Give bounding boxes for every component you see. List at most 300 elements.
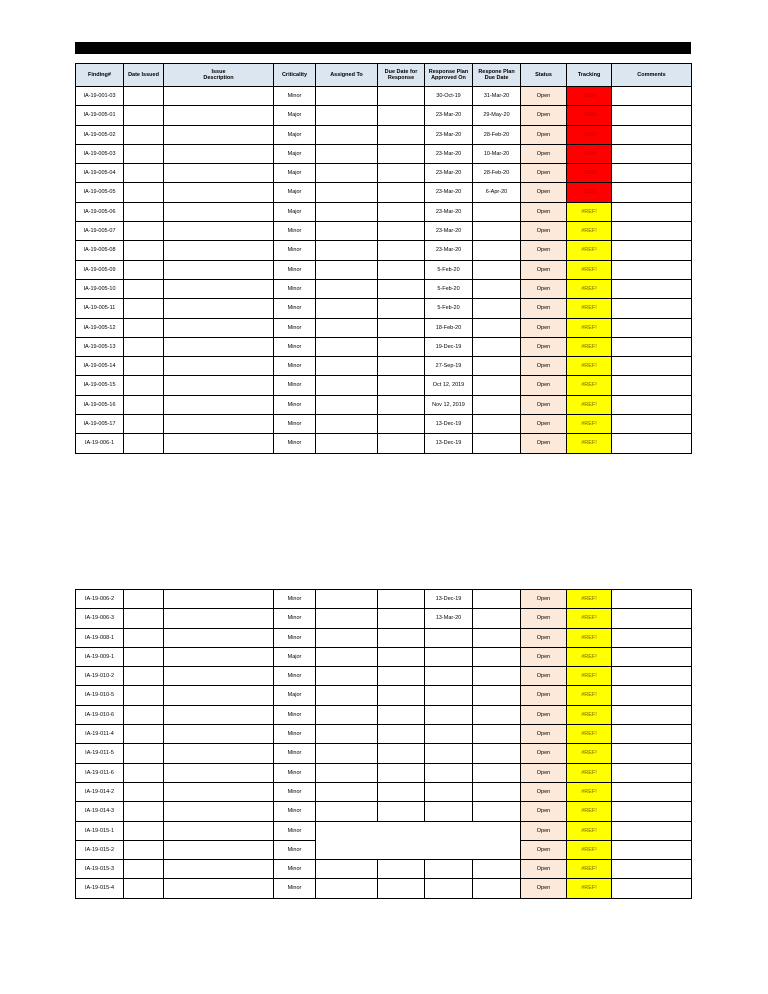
description-cell: [164, 164, 274, 183]
finding-cell: IA-19-014-2: [76, 782, 124, 801]
date-issued-cell: [124, 609, 164, 628]
comments-cell: [612, 840, 692, 859]
assigned-cell: [316, 860, 378, 879]
table-row: [76, 802, 692, 821]
due-response-cell: [378, 376, 425, 395]
status-cell: Open: [521, 705, 567, 724]
plan-due-cell: [473, 299, 521, 318]
tracking-cell: -1000: [567, 183, 612, 202]
plan-due-cell: 28-Feb-20: [473, 164, 521, 183]
due-response-cell: [378, 357, 425, 376]
comments-cell: [612, 860, 692, 879]
table-row: [76, 241, 692, 260]
comments-cell: [612, 299, 692, 318]
description-cell: [164, 106, 274, 125]
assigned-cell: [316, 609, 378, 628]
comments-cell: [612, 415, 692, 434]
column-header: Assigned To: [316, 64, 378, 87]
table-row: [76, 144, 692, 163]
status-cell: Open: [521, 744, 567, 763]
date-issued-cell: [124, 647, 164, 666]
criticality-cell: Major: [274, 686, 316, 705]
tracking-cell: -1000: [567, 125, 612, 144]
assigned-cell: [316, 763, 378, 782]
plan-due-cell: [473, 376, 521, 395]
date-issued-cell: [124, 144, 164, 163]
description-cell: [164, 357, 274, 376]
approved-cell: 5-Feb-20: [425, 279, 473, 298]
tracking-cell: #REF!: [567, 667, 612, 686]
assigned-cell: [316, 395, 378, 414]
description-cell: [164, 87, 274, 106]
criticality-cell: Minor: [274, 744, 316, 763]
finding-cell: IA-19-005-03: [76, 144, 124, 163]
date-issued-cell: [124, 705, 164, 724]
comments-cell: [612, 725, 692, 744]
column-header: Due Date for Response: [378, 64, 425, 87]
comments-cell: [612, 202, 692, 221]
assigned-cell: [316, 628, 378, 647]
assigned-cell: [316, 183, 378, 202]
plan-due-cell: [473, 782, 521, 801]
plan-due-cell: [473, 590, 521, 609]
tracking-cell: #REF!: [567, 376, 612, 395]
due-response-cell: [378, 241, 425, 260]
finding-cell: IA-19-010-2: [76, 667, 124, 686]
plan-due-cell: [473, 609, 521, 628]
approved-cell: 13-Dec-19: [425, 434, 473, 453]
description-cell: [164, 802, 274, 821]
criticality-cell: Minor: [274, 279, 316, 298]
tracking-cell: #REF!: [567, 705, 612, 724]
table-row: [76, 628, 692, 647]
finding-cell: IA-19-005-01: [76, 106, 124, 125]
column-header: Comments: [612, 64, 692, 87]
comments-cell: [612, 279, 692, 298]
approved-cell: 5-Feb-20: [425, 260, 473, 279]
assigned-cell: [316, 357, 378, 376]
description-cell: [164, 725, 274, 744]
comments-cell: [612, 609, 692, 628]
status-cell: Open: [521, 590, 567, 609]
description-cell: [164, 763, 274, 782]
description-cell: [164, 337, 274, 356]
date-issued-cell: [124, 260, 164, 279]
finding-cell: IA-19-009-1: [76, 647, 124, 666]
table-row: [76, 879, 692, 898]
description-cell: [164, 125, 274, 144]
due-response-cell: [378, 279, 425, 298]
approved-cell: [425, 647, 473, 666]
plan-due-cell: 31-Mar-20: [473, 87, 521, 106]
approved-cell: [425, 802, 473, 821]
column-header: Status: [521, 64, 567, 87]
status-cell: Open: [521, 279, 567, 298]
assigned-cell: [316, 106, 378, 125]
tracking-cell: #REF!: [567, 337, 612, 356]
plan-due-cell: [473, 415, 521, 434]
status-cell: Open: [521, 241, 567, 260]
due-response-cell: [378, 337, 425, 356]
comments-cell: [612, 879, 692, 898]
approved-cell: 23-Mar-20: [425, 164, 473, 183]
plan-due-cell: [473, 763, 521, 782]
finding-cell: IA-19-015-3: [76, 860, 124, 879]
assigned-cell: [316, 260, 378, 279]
plan-due-cell: 29-May-20: [473, 106, 521, 125]
assigned-cell: [316, 705, 378, 724]
comments-cell: [612, 222, 692, 241]
assigned-cell: [316, 87, 378, 106]
status-cell: Open: [521, 202, 567, 221]
finding-cell: IA-19-005-14: [76, 357, 124, 376]
assigned-cell: [316, 879, 378, 898]
table-row: [76, 609, 692, 628]
criticality-cell: Minor: [274, 434, 316, 453]
finding-cell: IA-19-008-1: [76, 628, 124, 647]
table-row: [76, 106, 692, 125]
approved-cell: 27-Sep-19: [425, 357, 473, 376]
description-cell: [164, 241, 274, 260]
date-issued-cell: [124, 106, 164, 125]
date-issued-cell: [124, 376, 164, 395]
table-row: [76, 164, 692, 183]
comments-cell: [612, 260, 692, 279]
plan-due-cell: [473, 434, 521, 453]
tracking-cell: #REF!: [567, 840, 612, 859]
description-cell: [164, 879, 274, 898]
description-cell: [164, 376, 274, 395]
finding-cell: IA-19-010-5: [76, 686, 124, 705]
date-issued-cell: [124, 744, 164, 763]
assigned-cell: [316, 415, 378, 434]
approved-cell: 30-Oct-19: [425, 87, 473, 106]
table-row: [76, 260, 692, 279]
description-cell: [164, 202, 274, 221]
criticality-cell: Minor: [274, 667, 316, 686]
finding-cell: IA-19-015-4: [76, 879, 124, 898]
column-header: Tracking: [567, 64, 612, 87]
table-row: [76, 763, 692, 782]
status-cell: Open: [521, 879, 567, 898]
finding-cell: IA-19-005-08: [76, 241, 124, 260]
column-header: Finding#: [76, 64, 124, 87]
criticality-cell: Major: [274, 183, 316, 202]
criticality-cell: Minor: [274, 821, 316, 840]
approved-cell: [425, 725, 473, 744]
table-row: [76, 705, 692, 724]
date-issued-cell: [124, 590, 164, 609]
plan-due-cell: [473, 202, 521, 221]
criticality-cell: Minor: [274, 802, 316, 821]
description-cell: [164, 279, 274, 298]
comments-cell: [612, 782, 692, 801]
due-response-cell: [378, 744, 425, 763]
plan-due-cell: 10-Mar-20: [473, 144, 521, 163]
criticality-cell: Major: [274, 125, 316, 144]
description-cell: [164, 183, 274, 202]
criticality-cell: Minor: [274, 357, 316, 376]
criticality-cell: Minor: [274, 590, 316, 609]
approved-cell: 13-Dec-19: [425, 415, 473, 434]
approved-cell: 23-Mar-20: [425, 144, 473, 163]
criticality-cell: Major: [274, 647, 316, 666]
due-response-cell: [378, 125, 425, 144]
status-cell: Open: [521, 725, 567, 744]
assigned-cell: [316, 376, 378, 395]
criticality-cell: Minor: [274, 705, 316, 724]
status-cell: Open: [521, 299, 567, 318]
table-row: [76, 183, 692, 202]
due-response-cell: [378, 628, 425, 647]
status-cell: Open: [521, 647, 567, 666]
criticality-cell: Minor: [274, 725, 316, 744]
due-response-cell: [378, 164, 425, 183]
due-response-cell: [378, 87, 425, 106]
due-response-cell: [378, 667, 425, 686]
due-response-cell: [378, 879, 425, 898]
description-cell: [164, 705, 274, 724]
date-issued-cell: [124, 821, 164, 840]
approved-cell: 13-Mar-20: [425, 609, 473, 628]
comments-cell: [612, 590, 692, 609]
assigned-cell: [316, 144, 378, 163]
description-cell: [164, 860, 274, 879]
criticality-cell: Minor: [274, 222, 316, 241]
status-cell: Open: [521, 782, 567, 801]
finding-cell: IA-19-011-4: [76, 725, 124, 744]
status-cell: Open: [521, 821, 567, 840]
plan-due-cell: [473, 241, 521, 260]
criticality-cell: Minor: [274, 318, 316, 337]
due-response-cell: [378, 705, 425, 724]
comments-cell: [612, 705, 692, 724]
comments-cell: [612, 144, 692, 163]
due-response-cell: [378, 222, 425, 241]
description-cell: [164, 318, 274, 337]
finding-cell: IA-19-005-11: [76, 299, 124, 318]
finding-cell: IA-19-005-12: [76, 318, 124, 337]
tracking-cell: #REF!: [567, 434, 612, 453]
due-response-cell: [378, 318, 425, 337]
tracking-cell: #REF!: [567, 590, 612, 609]
approved-cell: 5-Feb-20: [425, 299, 473, 318]
status-cell: Open: [521, 260, 567, 279]
plan-due-cell: 28-Feb-20: [473, 125, 521, 144]
comments-cell: [612, 106, 692, 125]
approved-cell: 18-Feb-20: [425, 318, 473, 337]
plan-due-cell: [473, 318, 521, 337]
status-cell: Open: [521, 763, 567, 782]
tracking-cell: -1000: [567, 164, 612, 183]
title-bar: [75, 42, 691, 54]
plan-due-cell: [473, 802, 521, 821]
description-cell: [164, 782, 274, 801]
status-cell: Open: [521, 376, 567, 395]
tracking-cell: #REF!: [567, 202, 612, 221]
assigned-cell: [316, 299, 378, 318]
table-row: [76, 821, 692, 840]
description-cell: [164, 222, 274, 241]
comments-cell: [612, 357, 692, 376]
due-response-cell: [378, 415, 425, 434]
plan-due-cell: [473, 260, 521, 279]
table-row: [76, 202, 692, 221]
findings-table-1: [75, 63, 692, 454]
criticality-cell: Major: [274, 164, 316, 183]
assigned-cell: [316, 590, 378, 609]
approved-cell: 13-Dec-19: [425, 590, 473, 609]
finding-cell: IA-19-001-03: [76, 87, 124, 106]
plan-due-cell: 6-Apr-20: [473, 183, 521, 202]
due-response-cell: [378, 647, 425, 666]
approved-cell: [425, 860, 473, 879]
status-cell: Open: [521, 337, 567, 356]
criticality-cell: Minor: [274, 628, 316, 647]
finding-cell: IA-19-005-13: [76, 337, 124, 356]
column-header: Issue Description: [164, 64, 274, 87]
description-cell: [164, 840, 274, 859]
tracking-cell: #REF!: [567, 279, 612, 298]
tracking-cell: -1000: [567, 106, 612, 125]
table-row: [76, 299, 692, 318]
merged-cell: [316, 821, 521, 860]
description-cell: [164, 647, 274, 666]
comments-cell: [612, 434, 692, 453]
due-response-cell: [378, 609, 425, 628]
status-cell: Open: [521, 434, 567, 453]
tracking-cell: #REF!: [567, 628, 612, 647]
description-cell: [164, 395, 274, 414]
date-issued-cell: [124, 840, 164, 859]
tracking-cell: #REF!: [567, 821, 612, 840]
status-cell: Open: [521, 802, 567, 821]
table-row: [76, 725, 692, 744]
plan-due-cell: [473, 686, 521, 705]
table-row: [76, 860, 692, 879]
comments-cell: [612, 376, 692, 395]
criticality-cell: Minor: [274, 840, 316, 859]
assigned-cell: [316, 125, 378, 144]
assigned-cell: [316, 279, 378, 298]
approved-cell: [425, 763, 473, 782]
assigned-cell: [316, 241, 378, 260]
description-cell: [164, 821, 274, 840]
criticality-cell: Major: [274, 144, 316, 163]
plan-due-cell: [473, 222, 521, 241]
assigned-cell: [316, 725, 378, 744]
criticality-cell: Minor: [274, 782, 316, 801]
due-response-cell: [378, 183, 425, 202]
tracking-cell: #REF!: [567, 260, 612, 279]
due-response-cell: [378, 434, 425, 453]
description-cell: [164, 434, 274, 453]
status-cell: Open: [521, 222, 567, 241]
criticality-cell: Minor: [274, 609, 316, 628]
comments-cell: [612, 667, 692, 686]
due-response-cell: [378, 782, 425, 801]
date-issued-cell: [124, 337, 164, 356]
comments-cell: [612, 744, 692, 763]
finding-cell: IA-19-005-10: [76, 279, 124, 298]
description-cell: [164, 744, 274, 763]
due-response-cell: [378, 590, 425, 609]
comments-cell: [612, 337, 692, 356]
description-cell: [164, 144, 274, 163]
table-row: [76, 782, 692, 801]
plan-due-cell: [473, 667, 521, 686]
finding-cell: IA-19-005-15: [76, 376, 124, 395]
date-issued-cell: [124, 434, 164, 453]
date-issued-cell: [124, 782, 164, 801]
finding-cell: IA-19-005-04: [76, 164, 124, 183]
finding-cell: IA-19-005-05: [76, 183, 124, 202]
assigned-cell: [316, 802, 378, 821]
comments-cell: [612, 241, 692, 260]
table-row: [76, 686, 692, 705]
findings-table-2: [75, 589, 692, 899]
status-cell: Open: [521, 318, 567, 337]
assigned-cell: [316, 647, 378, 666]
finding-cell: IA-19-005-07: [76, 222, 124, 241]
plan-due-cell: [473, 744, 521, 763]
table-row: [76, 744, 692, 763]
finding-cell: IA-19-005-06: [76, 202, 124, 221]
status-cell: Open: [521, 144, 567, 163]
due-response-cell: [378, 763, 425, 782]
status-cell: Open: [521, 628, 567, 647]
header-row: [76, 64, 692, 87]
date-issued-cell: [124, 241, 164, 260]
plan-due-cell: [473, 879, 521, 898]
table-row: [76, 590, 692, 609]
approved-cell: [425, 879, 473, 898]
approved-cell: [425, 705, 473, 724]
finding-cell: IA-19-006-3: [76, 609, 124, 628]
date-issued-cell: [124, 279, 164, 298]
description-cell: [164, 590, 274, 609]
table-row: [76, 279, 692, 298]
assigned-cell: [316, 686, 378, 705]
tracking-cell: #REF!: [567, 415, 612, 434]
comments-cell: [612, 802, 692, 821]
description-cell: [164, 609, 274, 628]
criticality-cell: Minor: [274, 260, 316, 279]
assigned-cell: [316, 337, 378, 356]
assigned-cell: [316, 434, 378, 453]
column-header: Response Plan Approved On: [425, 64, 473, 87]
tracking-cell: #REF!: [567, 860, 612, 879]
date-issued-cell: [124, 879, 164, 898]
description-cell: [164, 260, 274, 279]
tracking-cell: #REF!: [567, 725, 612, 744]
approved-cell: [425, 628, 473, 647]
criticality-cell: Minor: [274, 376, 316, 395]
due-response-cell: [378, 202, 425, 221]
due-response-cell: [378, 686, 425, 705]
table-row: [76, 337, 692, 356]
date-issued-cell: [124, 222, 164, 241]
comments-cell: [612, 87, 692, 106]
approved-cell: [425, 686, 473, 705]
criticality-cell: Major: [274, 202, 316, 221]
due-response-cell: [378, 299, 425, 318]
status-cell: Open: [521, 667, 567, 686]
criticality-cell: Major: [274, 106, 316, 125]
status-cell: Open: [521, 415, 567, 434]
table-row: [76, 434, 692, 453]
tracking-cell: #REF!: [567, 879, 612, 898]
